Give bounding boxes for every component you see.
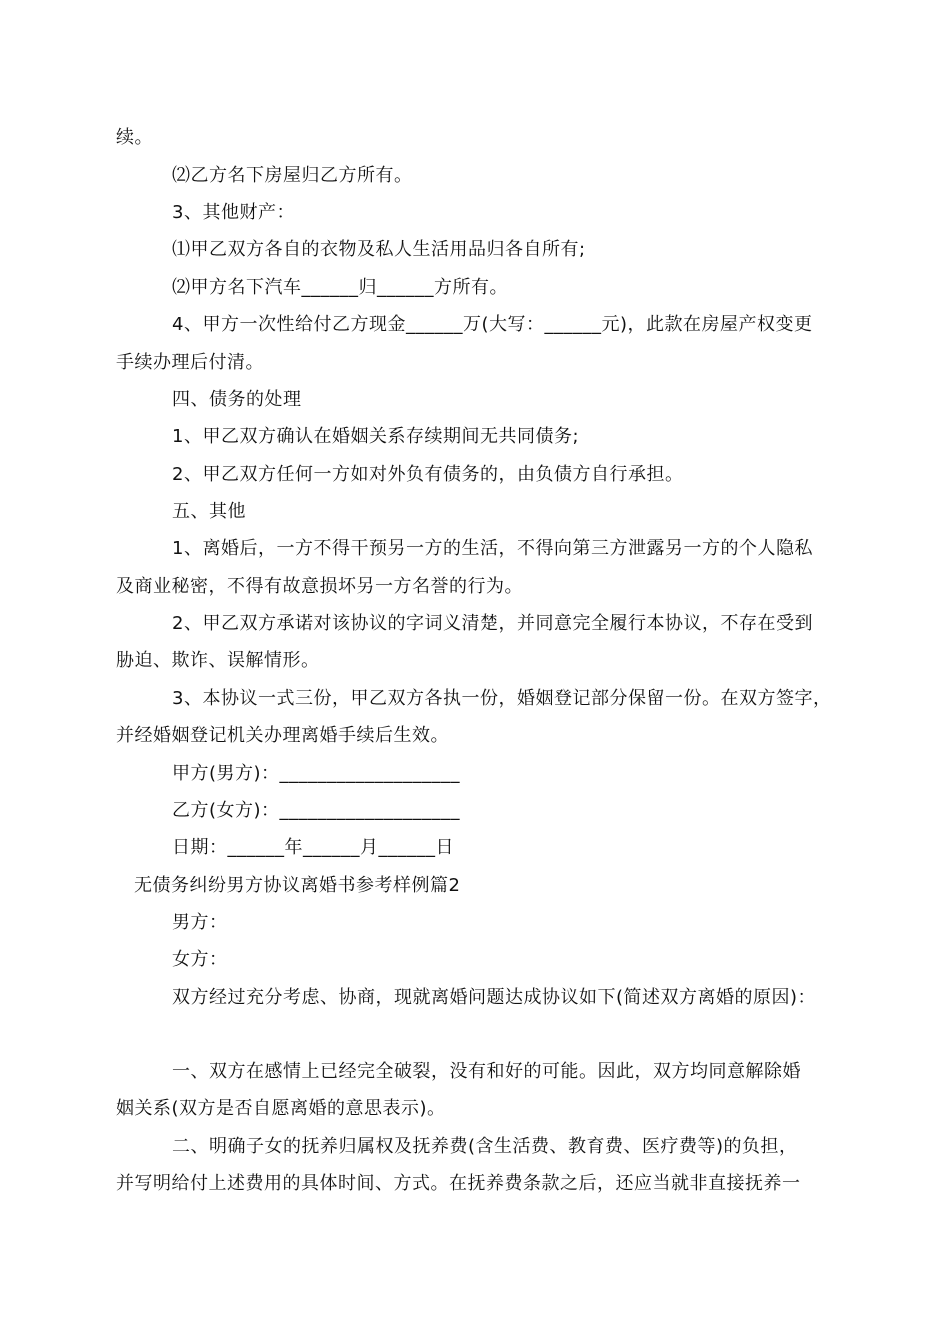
paragraph-line: 双方经过充分考虑、协商，现就离婚问题达成协议如下(简述双方离婚的原因)： bbox=[172, 987, 817, 1008]
paragraph-line: 及商业秘密，不得有故意损坏另一方名誉的行为。 bbox=[116, 576, 523, 597]
date-line: 日期：______年______月______日 bbox=[172, 837, 454, 858]
paragraph-line: 二、明确子女的抚养归属权及抚养费(含生活费、教育费、医疗费等)的负担， bbox=[172, 1136, 798, 1157]
paragraph-line: ⑴甲乙双方各自的衣物及私人生活用品归各自所有; bbox=[172, 239, 586, 260]
paragraph-line: 胁迫、欺诈、误解情形。 bbox=[116, 650, 320, 671]
paragraph-line: ⑵乙方名下房屋归乙方所有。 bbox=[172, 165, 413, 186]
signature-line-party-b: 乙方(女方)：___________________ bbox=[172, 800, 461, 821]
paragraph-line: 2、甲乙双方任何一方如对外负有债务的，由负债方自行承担。 bbox=[172, 464, 684, 485]
paragraph-line: 1、甲乙双方确认在婚姻关系存续期间无共同债务; bbox=[172, 426, 580, 447]
section-title: 无债务纠纷男方协议离婚书参考样例篇2 bbox=[134, 875, 461, 896]
party-male-label: 男方： bbox=[172, 912, 228, 933]
paragraph-line: 1、离婚后，一方不得干预另一方的生活，不得向第三方泄露另一方的个人隐私 bbox=[172, 538, 813, 559]
paragraph-line: 姻关系(双方是否自愿离婚的意思表示)。 bbox=[116, 1098, 446, 1119]
section-heading: 3、其他财产： bbox=[172, 202, 295, 223]
paragraph-line: 手续办理后付清。 bbox=[116, 352, 264, 373]
paragraph-line: 并经婚姻登记机关办理离婚手续后生效。 bbox=[116, 725, 449, 746]
party-female-label: 女方： bbox=[172, 949, 228, 970]
paragraph-line: 2、甲乙双方承诺对该协议的字词义清楚，并同意完全履行本协议，不存在受到 bbox=[172, 613, 813, 634]
section-heading: 五、其他 bbox=[172, 501, 246, 522]
section-heading: 四、债务的处理 bbox=[172, 389, 302, 410]
signature-line-party-a: 甲方(男方)：___________________ bbox=[172, 763, 461, 784]
paragraph-line: 并写明给付上述费用的具体时间、方式。在抚养费条款之后，还应当就非直接抚养一 bbox=[116, 1173, 801, 1194]
paragraph-line: ⑵甲方名下汽车______归______方所有。 bbox=[172, 277, 508, 298]
paragraph-line: 4、甲方一次性给付乙方现金______万(大写：______元)，此款在房屋产权变更 bbox=[172, 314, 813, 335]
paragraph-line: 续。 bbox=[116, 127, 153, 148]
paragraph-line: 一、双方在感情上已经完全破裂，没有和好的可能。因此，双方均同意解除婚 bbox=[172, 1061, 801, 1082]
paragraph-line: 3、本协议一式三份，甲乙双方各执一份，婚姻登记部分保留一份。在双方签字， bbox=[172, 688, 832, 709]
